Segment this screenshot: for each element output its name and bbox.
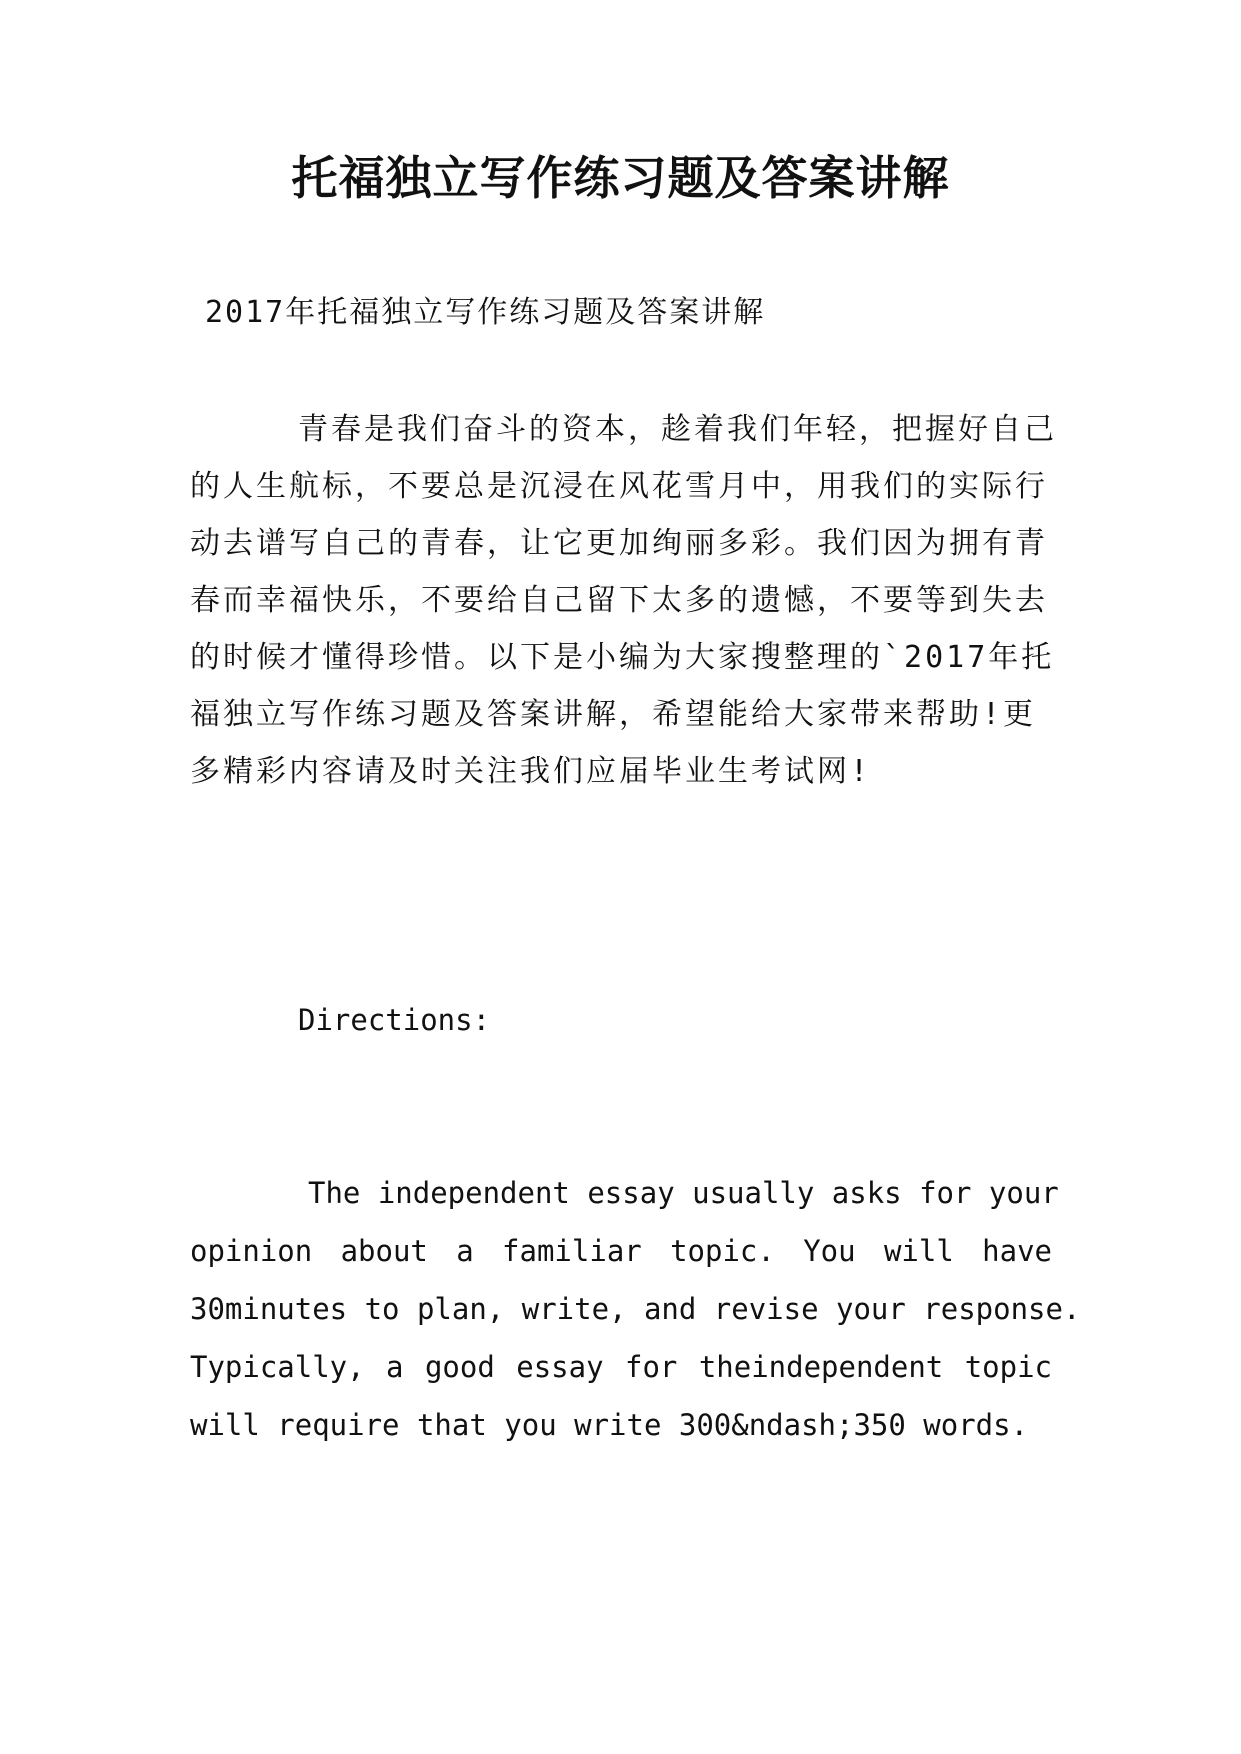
intro-line: 的时候才懂得珍惜。以下是小编为大家搜整理的`2017年托 [190, 640, 1055, 675]
intro-line: 动去谱写自己的青春，让它更加绚丽多彩。我们因为拥有青 [190, 526, 1048, 561]
intro-line: 多精彩内容请及时关注我们应届毕业生考试网! [190, 754, 872, 789]
intro-line: 的人生航标，不要总是沉浸在风花雪月中，用我们的实际行 [190, 469, 1048, 504]
essay-line: Typically, a good essay for theindependent topic [190, 1350, 1052, 1384]
essay-line: will require that you write 300&ndash;350 words. [190, 1408, 1029, 1442]
page-title: 托福独立写作练习题及答案讲解 [291, 151, 950, 205]
intro-line: 春而幸福快乐，不要给自己留下太多的遗憾，不要等到失去 [190, 583, 1048, 618]
essay-line: 30minutes to plan, write, and revise your response. [190, 1292, 1081, 1326]
intro-line: 青春是我们奋斗的资本，趁着我们年轻，把握好自己 [298, 412, 1057, 447]
essay-line: opinion about a familiar topic. You will have [190, 1234, 1052, 1268]
document-subtitle: 2017年托福独立写作练习题及答案讲解 [205, 295, 766, 330]
essay-line: The independent essay usually asks for your [308, 1176, 1059, 1210]
intro-line: 福独立写作练习题及答案讲解，希望能给大家带来帮助!更 [190, 697, 1037, 732]
directions-heading: Directions: [298, 1003, 491, 1037]
